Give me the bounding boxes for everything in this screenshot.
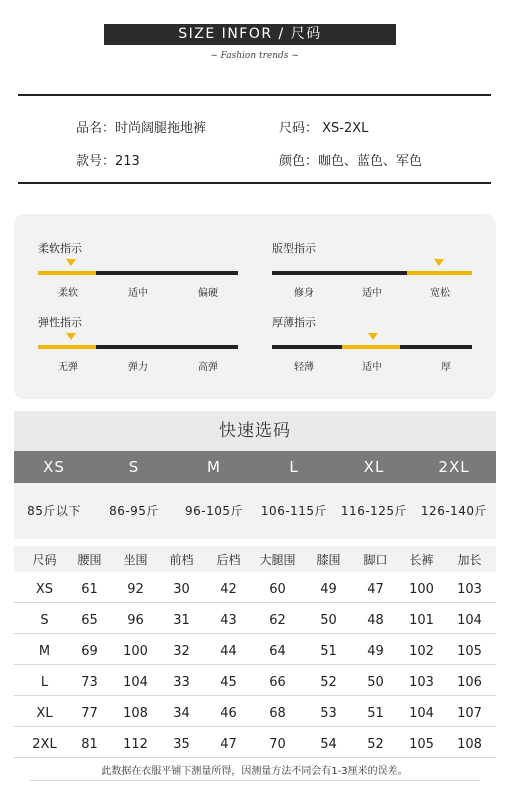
header-title: SIZE INFOR / 尺码 xyxy=(104,24,396,45)
quick-size-2xl: 2XL xyxy=(438,458,470,476)
quick-select-title: 快速选码 xyxy=(14,411,496,451)
table-cell: 30 xyxy=(173,582,190,597)
table-cell: 100 xyxy=(409,582,434,597)
table-cell: 73 xyxy=(81,675,98,690)
table-row-divider xyxy=(14,633,496,634)
divider-top xyxy=(18,94,491,96)
table-row-size: 2XL xyxy=(32,737,57,752)
table-cell: 60 xyxy=(269,582,286,597)
table-cell: 96 xyxy=(127,613,144,628)
table-header-cell: 后档 xyxy=(216,553,241,567)
table-row-divider xyxy=(14,695,496,696)
table-cell: 47 xyxy=(367,582,384,597)
table-cell: 112 xyxy=(123,737,148,752)
table-cell: 49 xyxy=(367,644,384,659)
table-header-cell: 尺码 xyxy=(32,553,57,567)
thickness-scale xyxy=(272,345,472,349)
table-header-cell: 坐围 xyxy=(123,553,148,567)
softness-scale-highlight xyxy=(38,271,96,275)
softness-pointer-icon xyxy=(66,259,76,266)
table-cell: 43 xyxy=(220,613,237,628)
table-cell: 51 xyxy=(367,706,384,721)
thickness-label-thin: 轻薄 xyxy=(294,362,314,373)
thickness-pointer-icon xyxy=(368,333,378,340)
fit-pointer-icon xyxy=(434,259,444,266)
table-cell: 42 xyxy=(220,582,237,597)
table-cell: 100 xyxy=(123,644,148,659)
fit-indicator-title: 版型指示 xyxy=(272,242,316,255)
table-header-cell: 膝围 xyxy=(316,553,341,567)
table-cell: 107 xyxy=(457,706,482,721)
elasticity-label-stretch: 弹力 xyxy=(128,362,148,373)
elasticity-label-none: 无弹 xyxy=(58,362,78,373)
fit-scale-highlight xyxy=(407,271,472,275)
measurement-note: 此数据在衣服平铺下测量所得，因测量方法不同会有1-3厘米的误差。 xyxy=(101,766,408,777)
table-cell: 92 xyxy=(127,582,144,597)
table-cell: 62 xyxy=(269,613,286,628)
softness-label-hard: 偏硬 xyxy=(198,288,218,299)
table-cell: 103 xyxy=(409,675,434,690)
table-cell: 66 xyxy=(269,675,286,690)
product-name: 品名：时尚阔腿拖地裤 xyxy=(76,121,207,136)
softness-label-medium: 适中 xyxy=(128,288,148,299)
softness-label-soft: 柔软 xyxy=(58,288,78,299)
table-cell: 64 xyxy=(269,644,286,659)
softness-indicator-title: 柔软指示 xyxy=(38,242,82,255)
table-cell: 50 xyxy=(367,675,384,690)
table-cell: 33 xyxy=(173,675,190,690)
quick-weight-l: 106-115斤 xyxy=(260,504,328,518)
table-cell: 47 xyxy=(220,737,237,752)
table-cell: 53 xyxy=(320,706,337,721)
thickness-scale-highlight xyxy=(342,345,400,349)
table-cell: 32 xyxy=(173,644,190,659)
elasticity-scale-highlight xyxy=(38,345,96,349)
quick-weight-2xl: 126-140斤 xyxy=(420,504,488,518)
quick-size-m: M xyxy=(207,458,221,476)
table-row-divider xyxy=(14,726,496,727)
table-cell: 54 xyxy=(320,737,337,752)
table-cell: 52 xyxy=(320,675,337,690)
quick-weight-xl: 116-125斤 xyxy=(340,504,408,518)
table-cell: 105 xyxy=(457,644,482,659)
fit-scale xyxy=(272,271,472,275)
table-row-size: M xyxy=(38,644,51,659)
divider-bottom xyxy=(18,182,491,184)
color-options: 颜色：咖色、蓝色、军色 xyxy=(279,154,423,169)
table-cell: 31 xyxy=(173,613,190,628)
thickness-label-medium: 适中 xyxy=(362,362,382,373)
table-cell: 101 xyxy=(409,613,434,628)
table-row-size: XL xyxy=(36,706,53,721)
table-cell: 46 xyxy=(220,706,237,721)
table-cell: 104 xyxy=(457,613,482,628)
quick-size-s: S xyxy=(128,458,140,476)
table-header-cell: 加长 xyxy=(457,553,482,567)
table-cell: 45 xyxy=(220,675,237,690)
quick-size-xl: XL xyxy=(363,458,385,476)
table-row-divider xyxy=(14,757,496,758)
table-cell: 108 xyxy=(457,737,482,752)
style-number: 款号：213 xyxy=(76,154,140,169)
note-underline xyxy=(30,780,480,781)
fit-label-loose: 宽松 xyxy=(430,288,450,299)
table-cell: 70 xyxy=(269,737,286,752)
table-cell: 69 xyxy=(81,644,98,659)
table-header-cell: 腰围 xyxy=(77,553,102,567)
size-range: 尺码： XS-2XL xyxy=(279,121,369,136)
fit-label-medium: 适中 xyxy=(362,288,382,299)
table-row-divider xyxy=(14,664,496,665)
elasticity-pointer-icon xyxy=(66,333,76,340)
quick-weight-xs: 85斤以下 xyxy=(27,504,81,518)
quick-weight-s: 86-95斤 xyxy=(109,504,159,518)
table-cell: 52 xyxy=(367,737,384,752)
table-cell: 102 xyxy=(409,644,434,659)
quick-weight-row xyxy=(14,483,496,539)
table-cell: 49 xyxy=(320,582,337,597)
table-header-cell: 脚口 xyxy=(363,553,388,567)
softness-scale xyxy=(38,271,238,275)
table-cell: 35 xyxy=(173,737,190,752)
fit-label-slim: 修身 xyxy=(294,288,314,299)
thickness-label-thick: 厚 xyxy=(441,362,451,373)
table-cell: 68 xyxy=(269,706,286,721)
elasticity-indicator-title: 弹性指示 xyxy=(38,316,82,329)
table-cell: 50 xyxy=(320,613,337,628)
table-cell: 103 xyxy=(457,582,482,597)
table-header-cell: 大腿围 xyxy=(259,553,296,567)
table-row-divider xyxy=(14,602,496,603)
table-header-cell: 前档 xyxy=(169,553,194,567)
quick-size-bar xyxy=(14,451,496,483)
quick-weight-m: 96-105斤 xyxy=(184,504,243,518)
quick-size-xs: XS xyxy=(43,458,65,476)
table-cell: 44 xyxy=(220,644,237,659)
table-row-size: S xyxy=(40,613,49,628)
quick-size-l: L xyxy=(289,458,299,476)
header-subtitle: ~ Fashion trends ~ xyxy=(210,51,299,61)
table-cell: 106 xyxy=(457,675,482,690)
table-cell: 104 xyxy=(409,706,434,721)
table-cell: 108 xyxy=(123,706,148,721)
table-cell: 81 xyxy=(81,737,98,752)
table-cell: 48 xyxy=(367,613,384,628)
elasticity-scale xyxy=(38,345,238,349)
table-row-size: XS xyxy=(35,582,54,597)
table-row-size: L xyxy=(40,675,49,690)
table-cell: 104 xyxy=(123,675,148,690)
table-cell: 65 xyxy=(81,613,98,628)
table-cell: 61 xyxy=(81,582,98,597)
table-cell: 34 xyxy=(173,706,190,721)
table-cell: 51 xyxy=(320,644,337,659)
elasticity-label-high: 高弹 xyxy=(198,362,218,373)
table-cell: 77 xyxy=(81,706,98,721)
indicator-panel xyxy=(14,214,496,399)
table-cell: 105 xyxy=(409,737,434,752)
table-header-cell: 长裤 xyxy=(409,553,434,567)
thickness-indicator-title: 厚薄指示 xyxy=(272,316,316,329)
